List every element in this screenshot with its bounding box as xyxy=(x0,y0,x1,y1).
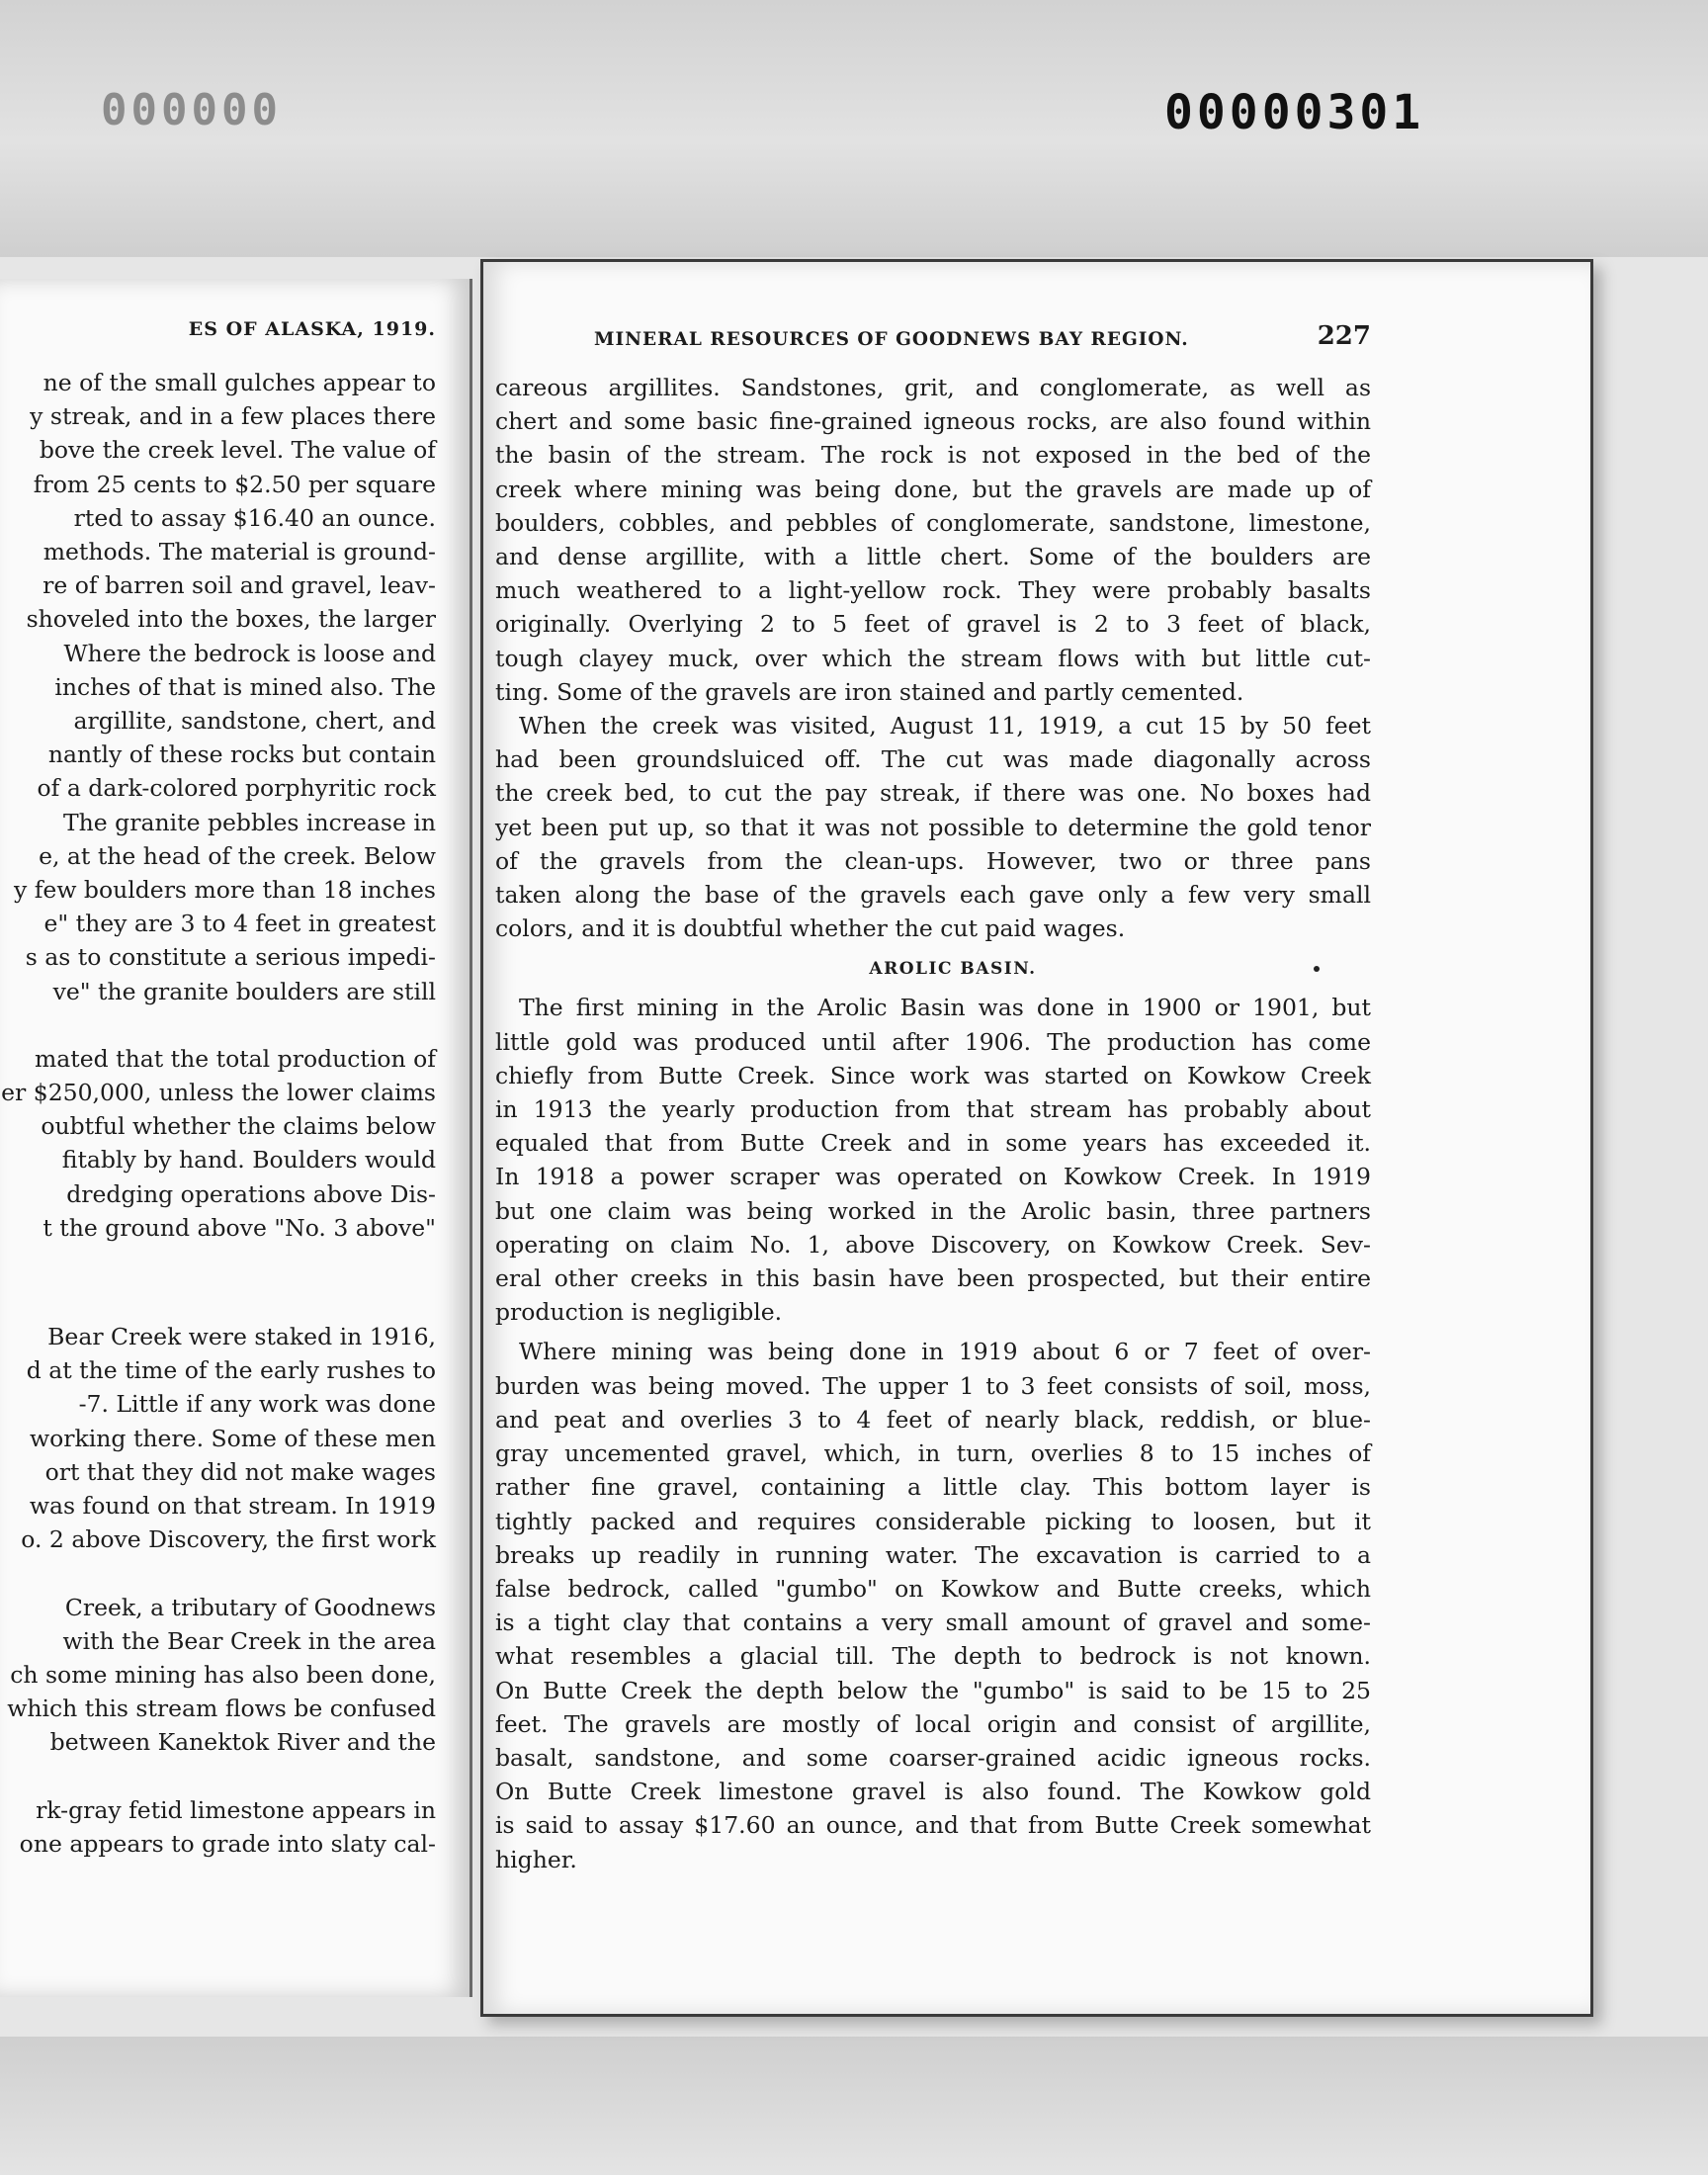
text-line: e" they are 3 to 4 feet in greatest xyxy=(43,910,436,938)
stamp-number-right: 00000301 xyxy=(1164,85,1425,140)
text-line: operating on claim No. 1, above Discovery, on Kowkow Creek. Sev- xyxy=(495,1230,1371,1259)
text-line: s as to constitute a serious impedi- xyxy=(25,943,436,972)
text-line: On Butte Creek the depth below the "gumbo" is said to be 15 to 25 xyxy=(495,1676,1371,1704)
text-line: is a tight clay that contains a very small amount of gravel and some- xyxy=(495,1609,1371,1637)
text-line: much weathered to a light-yellow rock. They were probably basalts xyxy=(495,576,1371,605)
text-line: equaled that from Butte Creek and in some years has exceeded it. xyxy=(495,1129,1371,1158)
paragraph-gap xyxy=(0,1760,436,1793)
running-header xyxy=(495,321,1371,361)
text-line: working there. Some of these men xyxy=(30,1424,436,1452)
text-line: basalt, sandstone, and some coarser-grained acidic igneous rocks. xyxy=(495,1743,1371,1772)
text-line: chert and some basic fine-grained igneous rocks, are also found within xyxy=(495,407,1371,436)
text-line: careous argillites. Sandstones, grit, and conglomerate, as well as xyxy=(495,374,1371,401)
paragraph-4 xyxy=(495,1335,1371,1875)
left-block-a xyxy=(0,366,436,1008)
text-line: The granite pebbles increase in xyxy=(63,808,436,836)
right-page xyxy=(480,259,1593,2017)
text-line: ort that they did not make wages xyxy=(44,1457,436,1486)
ink-speck xyxy=(1314,966,1320,972)
text-line: re of barren soil and gravel, leav- xyxy=(43,571,436,600)
text-line: little gold was produced until after 1906. The production has come xyxy=(495,1027,1371,1056)
text-line: o. 2 above Discovery, the first work xyxy=(21,1525,436,1554)
text-line: inches of that is mined also. The xyxy=(54,672,436,701)
text-line: breaks up readily in running water. The excavation is carried to a xyxy=(495,1540,1371,1569)
paragraph-gap xyxy=(0,1557,436,1591)
paragraph-2 xyxy=(495,709,1371,945)
text-line: chiefly from Butte Creek. Since work was started on Kowkow Creek xyxy=(495,1061,1371,1089)
text-line: boulders, cobbles, and pebbles of conglomerate, sandstone, limestone, xyxy=(495,508,1371,537)
text-line: shoveled into the boxes, the larger xyxy=(26,605,436,634)
text-line: between Kanektok River and the xyxy=(49,1728,436,1757)
text-line: When the creek was visited, August 11, 1919, a cut 15 by 50 feet xyxy=(519,712,1371,740)
text-line: t the ground above "No. 3 above" xyxy=(43,1213,436,1242)
text-line: with the Bear Creek in the area xyxy=(62,1626,436,1655)
section-heading-arolic-basin: AROLIC BASIN. xyxy=(869,959,1037,980)
text-line: The first mining in the Arolic Basin was done in 1900 or 1901, but xyxy=(519,994,1371,1022)
text-line: -7. Little if any work was done xyxy=(78,1390,436,1419)
left-block-c xyxy=(0,1320,436,1556)
text-line: was found on that stream. In 1919 xyxy=(29,1492,436,1521)
left-block-d xyxy=(0,1591,436,1760)
left-section-heading xyxy=(0,1278,436,1312)
text-line: gray uncemented gravel, which, in turn, overlies 8 to 15 inches of xyxy=(495,1439,1371,1468)
text-line: production is negligible. xyxy=(495,1298,783,1327)
left-page-text xyxy=(0,318,436,1861)
text-line: of the gravels from the clean-ups. However, two or three pans xyxy=(495,846,1371,875)
left-block-e xyxy=(0,1793,436,1861)
text-line: creek where mining was being done, but the gravels are made up of xyxy=(495,475,1371,503)
text-line: colors, and it is doubtful whether the cut paid wages. xyxy=(495,914,1126,943)
paragraph-1 xyxy=(495,371,1371,709)
text-line: On Butte Creek limestone gravel is also found. The Kowkow gold xyxy=(495,1778,1371,1806)
text-line: of a dark-colored porphyritic rock xyxy=(37,774,436,803)
text-line: higher. xyxy=(495,1845,577,1873)
text-line: er $250,000, unless the lower claims xyxy=(1,1079,436,1107)
text-line: rk-gray fetid limestone appears in xyxy=(36,1795,436,1824)
text-line: eral other creeks in this basin have been prospected, but their entire xyxy=(495,1264,1371,1293)
text-line: feet. The gravels are mostly of local origin and consist of argillite, xyxy=(495,1709,1371,1738)
text-line: one appears to grade into slaty cal- xyxy=(19,1829,436,1858)
text-line: in 1913 the yearly production from that stream has probably about xyxy=(495,1095,1371,1124)
text-line: fitably by hand. Boulders would xyxy=(61,1146,436,1174)
text-line: originally. Overlying 2 to 5 feet of gravel is 2 to 3 feet of black, xyxy=(495,610,1371,639)
text-line: Where mining was being done in 1919 about 6 or 7 feet of over- xyxy=(519,1338,1371,1366)
left-block-b xyxy=(0,1042,436,1245)
text-line: ne of the small gulches appear to xyxy=(43,369,436,396)
text-line: oubtful whether the claims below xyxy=(41,1112,436,1141)
paragraph-3 xyxy=(495,991,1371,1329)
text-line: Bear Creek were staked in 1916, xyxy=(47,1323,436,1351)
text-line: and peat and overlies 3 to 4 feet of nearly black, reddish, or blue- xyxy=(495,1405,1371,1434)
text-line: In 1918 a power scraper was operated on Kowkow Creek. In 1919 xyxy=(495,1163,1371,1191)
left-page xyxy=(0,279,472,1997)
text-line: the creek bed, to cut the pay streak, if there was one. No boxes had xyxy=(495,779,1371,808)
text-line: e, at the head of the creek. Below xyxy=(39,841,436,870)
text-line: tough clayey muck, over which the stream flows with but little cut- xyxy=(495,644,1371,672)
text-line: argillite, sandstone, chert, and xyxy=(73,707,436,736)
paragraph-gap xyxy=(0,1245,436,1278)
text-line: the basin of the stream. The rock is not exposed in the bed of the xyxy=(495,441,1371,470)
running-header-title: MINERAL RESOURCES OF GOODNEWS BAY REGION. xyxy=(594,329,1189,350)
text-line: tightly packed and requires considerable picking to loosen, but it xyxy=(495,1507,1371,1535)
stamp-number-left: 000000 xyxy=(97,85,278,135)
text-line: yet been put up, so that it was not possible to determine the gold tenor xyxy=(495,813,1371,841)
text-line: and dense argillite, with a little chert. Some of the boulders are xyxy=(495,543,1371,571)
scan-background-bottom xyxy=(0,2037,1708,2175)
paragraph-gap xyxy=(0,1008,436,1042)
text-line: rather fine gravel, containing a little clay. This bottom layer is xyxy=(495,1473,1371,1502)
text-line: Creek, a tributary of Goodnews xyxy=(64,1593,436,1621)
text-line: bove the creek level. The value of xyxy=(39,436,436,465)
left-page-header: ES OF ALASKA, 1919. xyxy=(188,318,436,340)
text-line: is said to assay $17.60 an ounce, and that from Butte Creek somewhat xyxy=(495,1811,1371,1840)
text-line: what resembles a glacial till. The depth to bedrock is not known. xyxy=(495,1642,1371,1671)
text-line: rted to assay $16.40 an ounce. xyxy=(73,503,436,532)
text-line: nantly of these rocks but contain xyxy=(47,740,436,769)
text-line: mated that the total production of xyxy=(35,1044,436,1073)
text-line: false bedrock, called "gumbo" on Kowkow and Butte creeks, which xyxy=(495,1574,1371,1603)
text-line: y few boulders more than 18 inches xyxy=(13,876,436,905)
text-line: burden was being moved. The upper 1 to 3 feet consists of soil, moss, xyxy=(495,1371,1371,1400)
text-line: ve" the granite boulders are still xyxy=(52,977,436,1005)
page-number: 227 xyxy=(1317,321,1371,351)
text-line: Where the bedrock is loose and xyxy=(63,639,436,667)
text-line: but one claim was being worked in the Arolic basin, three partners xyxy=(495,1196,1371,1225)
text-line: d at the time of the early rushes to xyxy=(26,1356,436,1385)
text-line: ch some mining has also been done, xyxy=(10,1660,436,1689)
text-line: which this stream flows be confused xyxy=(7,1695,436,1723)
text-line: ting. Some of the gravels are iron stained and partly cemented. xyxy=(495,677,1244,706)
right-page-text xyxy=(495,321,1371,1876)
text-line: had been groundsluiced off. The cut was made diagonally across xyxy=(495,745,1371,774)
text-line: y streak, and in a few places there xyxy=(30,402,436,431)
text-line: methods. The material is ground- xyxy=(43,538,436,566)
text-line: taken along the base of the gravels each gave only a few very small xyxy=(495,881,1371,910)
text-line: dredging operations above Dis- xyxy=(66,1179,436,1208)
text-line: from 25 cents to $2.50 per square xyxy=(33,470,436,498)
